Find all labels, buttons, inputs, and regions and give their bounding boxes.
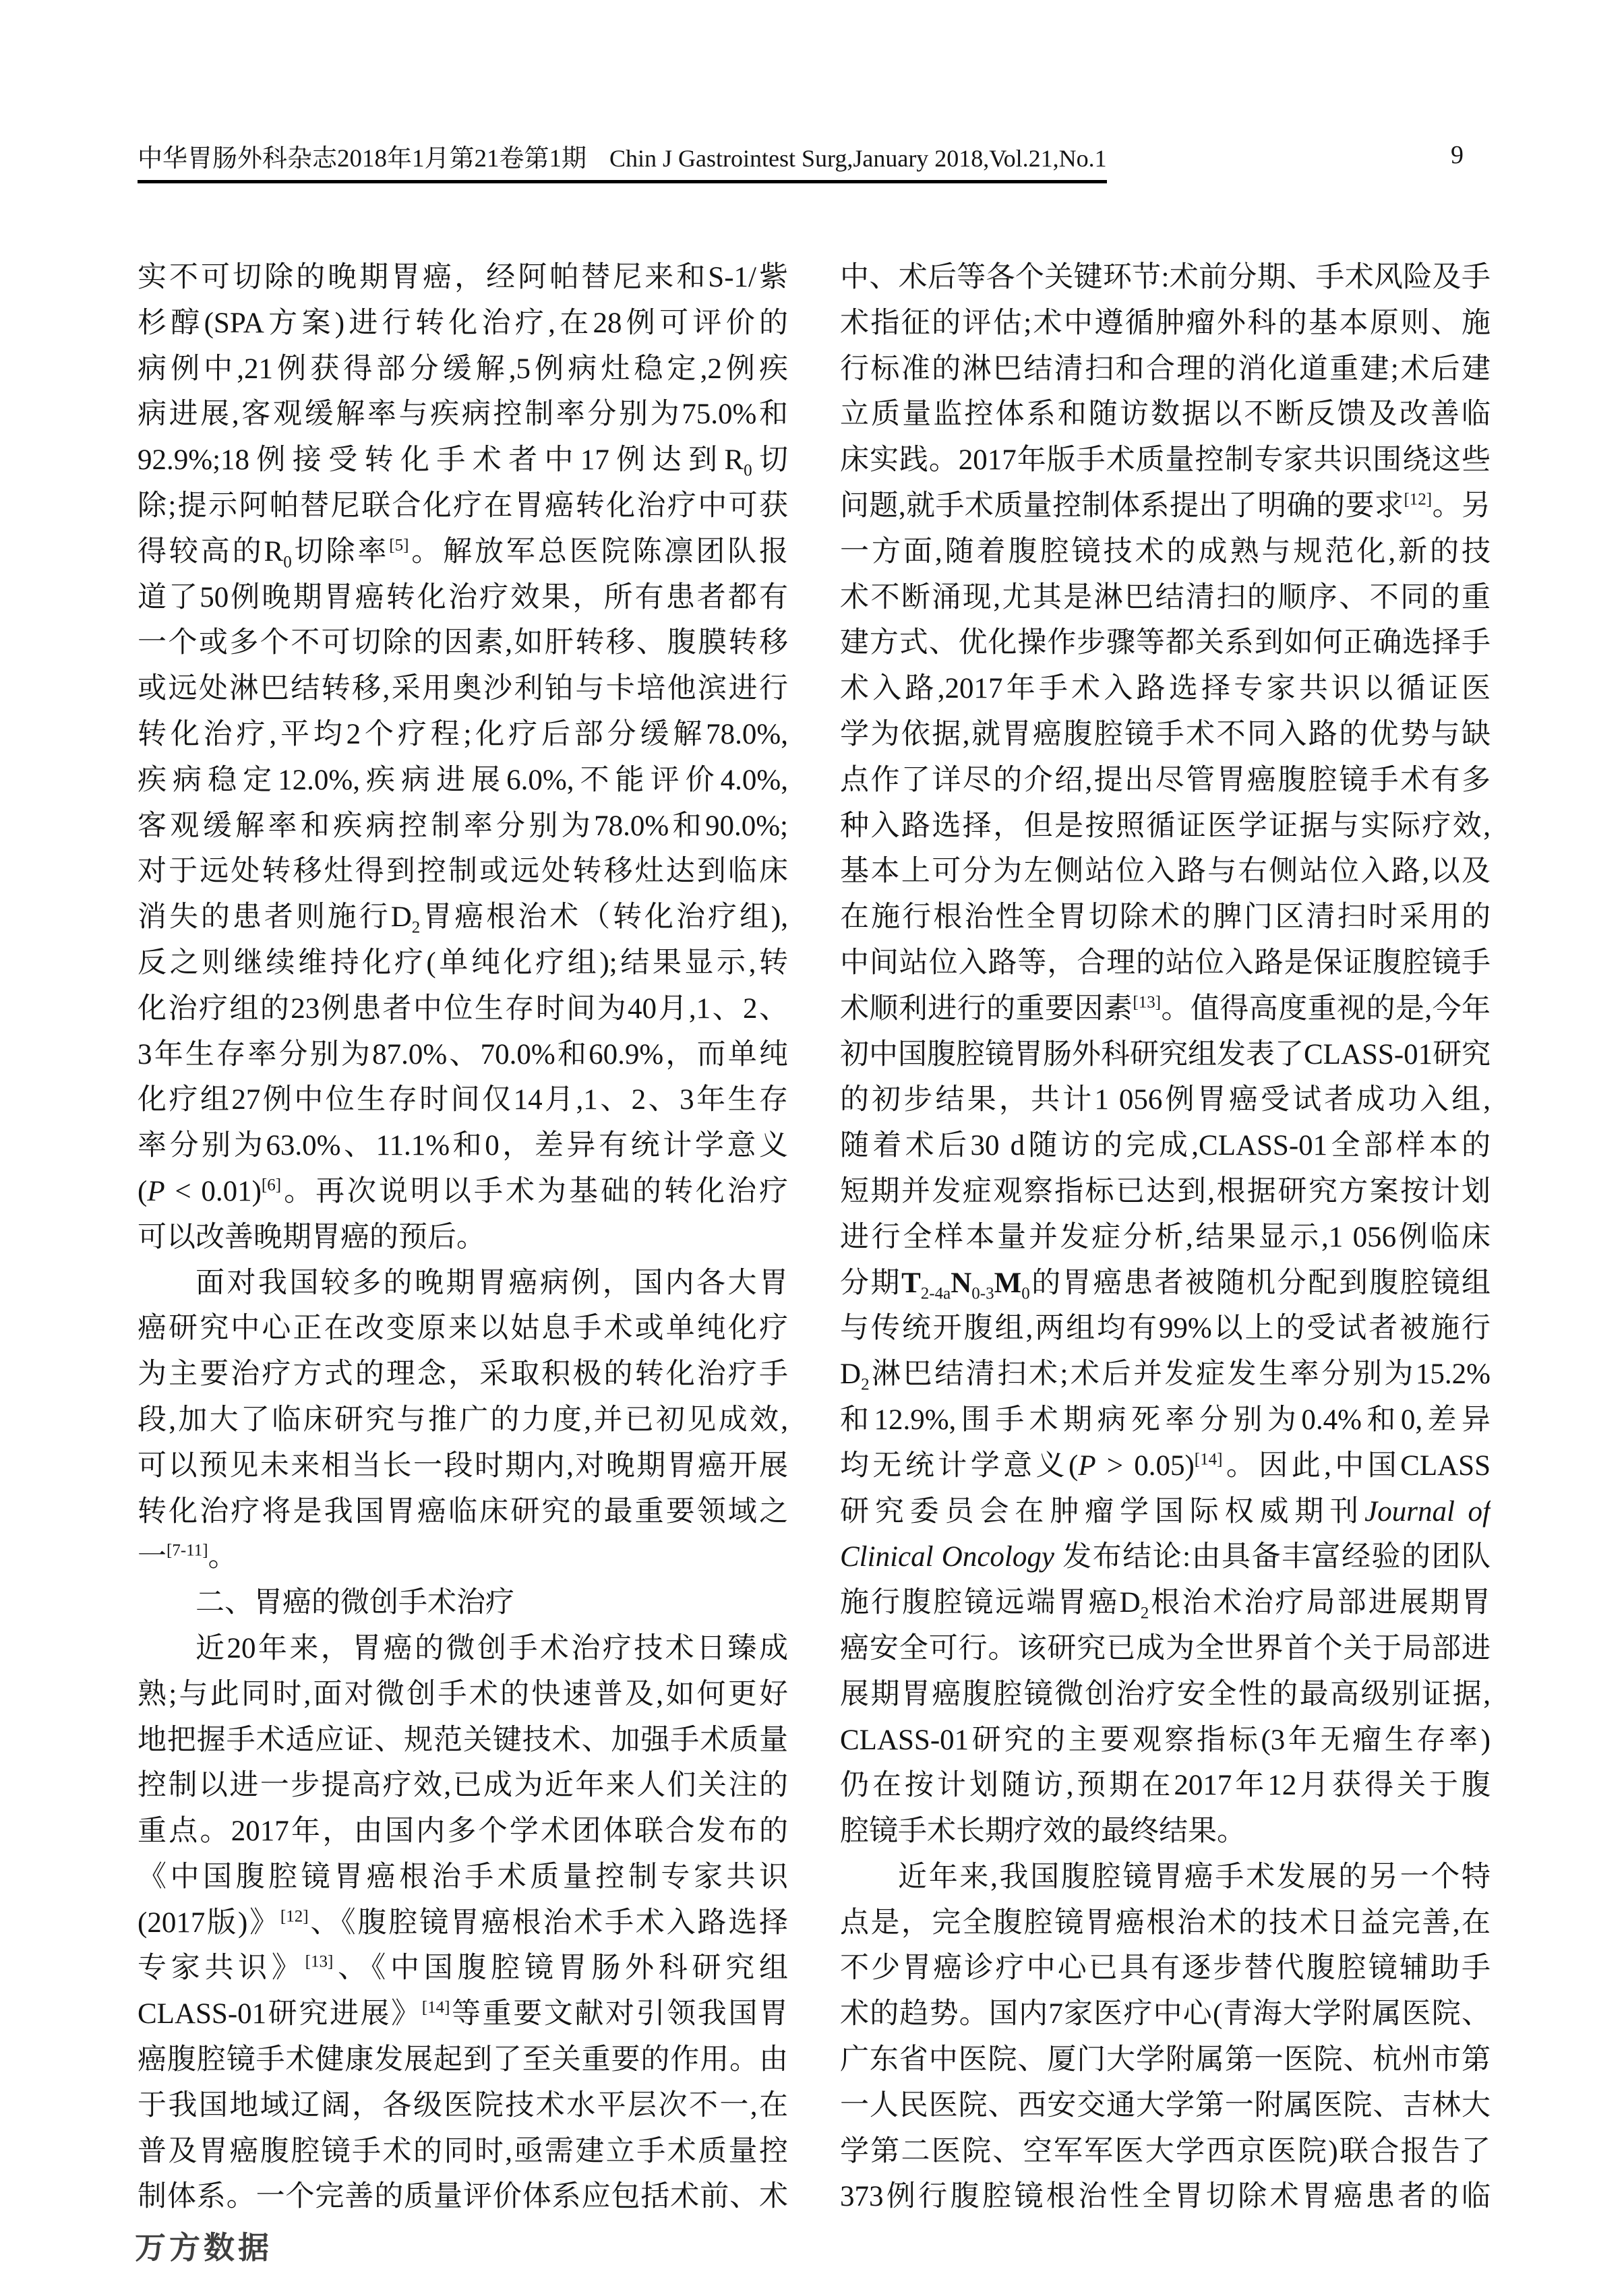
text-line: 率分别为63.0%、11.1%和0，差异有统计学意义 [138,1130,788,1162]
text-line: 施行腹腔镜远端胃癌$D_2$根治术治疗局部进展期胃 [840,1587,1491,1623]
text-line: 段,加大了临床研究与推广的力度,并已初见成效, [138,1404,788,1436]
text-line: 控制以进一步提高疗效,已成为近年来人们关注的 [138,1770,788,1802]
text-line: 癌研究中心正在改变原来以姑息手术或单纯化疗 [138,1313,788,1345]
text-line: $D_2$淋巴结清扫术;术后并发症发生率分别为15.2% [840,1358,1491,1394]
text-line: 术的趋势。国内7家医疗中心(青海大学附属医院、 [840,1998,1491,2030]
page-number: 9 [1451,141,1464,169]
text-line: 点是，完全腹腔镜胃癌根治术的技术日益完善,在 [840,1906,1491,1939]
text-line: 为主要治疗方式的理念，采取积极的转化治疗手 [138,1358,788,1391]
text-line: 病例中,21例获得部分缓解,5例病灶稳定,2例疾 [138,353,788,385]
running-head [138,138,1107,183]
text-line: 种入路选择，但是按照循证医学证据与实际疗效, [840,810,1491,842]
text-line: 病进展,客观缓解率与疾病控制率分别为75.0%和 [138,398,788,431]
text-line: 床实践。2017年版手术质量控制专家共识围绕这些 [840,444,1491,477]
text-line: 转化治疗将是我国胃癌临床研究的最重要领域之 [138,1495,788,1528]
text-line: 消失的患者则施行$D_2$胃癌根治术（转化治疗组), [138,901,788,937]
text-line: 熟;与此同时,面对微创手术的快速普及,如何更好 [138,1678,788,1710]
text-line: 学为依据,就胃癌腹腔镜手术不同入路的优势与缺 [840,718,1491,750]
text-line: 可以预见未来相当长一段时期内,对晚期胃癌开展 [138,1449,788,1482]
watermark-wanfang: 万方数据 [135,2230,272,2265]
text-line: 《中国腹腔镜胃癌根治手术质量控制专家共识 [138,1861,788,1893]
text-line: 癌安全可行。该研究已成为全世界首个关于局部进 [840,1632,1491,1664]
text-line: 一方面,随着腹腔镜技术的成熟与规范化,新的技 [840,535,1491,568]
text-line: 重点。2017年，由国内多个学术团体联合发布的 [138,1815,788,1848]
text-line: (2017版)》[12]、《腹腔镜胃癌根治术手术入路选择 [138,1906,788,1939]
text-line: 于我国地域辽阔，各级医院技术水平层次不一,在 [138,2089,788,2121]
text-line: 面对我国较多的晚期胃癌病例，国内各大胃 [196,1267,788,1299]
text-line: CLASS-01研究的主要观察指标(3年无瘤生存率) [840,1724,1491,1756]
column-right [840,255,1491,2220]
text-line: Clinical Oncology 发布结论:由具备丰富经验的团队 [840,1541,1491,1573]
text-line: 腔镜手术长期疗效的最终结果。 [840,1815,1246,1848]
journal-title-en: Chin J Gastrointest Surg,January 2018,Vol.21,No.1 [609,145,1107,172]
column-left [138,255,788,2220]
text-line: 的初步结果，共计1 056例胃癌受试者成功入组, [840,1084,1491,1116]
text-line: 客观缓解率和疾病控制率分别为78.0%和90.0%; [138,810,788,842]
text-line: 实不可切除的晚期胃癌，经阿帕替尼来和S-1/紫 [138,262,788,293]
text-line: 广东省中医院、厦门大学附属第一医院、杭州市第 [840,2044,1491,2076]
text-line: 术入路,2017年手术入路选择专家共识以循证医 [840,673,1491,705]
text-line: 化治疗组的23例患者中位生存时间为40月,1、2、 [138,992,788,1025]
text-line: 3年生存率分别为87.0%、70.0%和60.9%，而单纯 [138,1038,788,1070]
text-line: 转化治疗,平均2个疗程;化疗后部分缓解78.0%, [138,718,788,750]
text-line: 对于远处转移灶得到控制或远处转移灶达到临床 [138,855,788,888]
text-line: 专家共识》[13]、《中国腹腔镜胃肠外科研究组 [138,1952,788,1985]
text-line: 随着术后30 d随访的完成,CLASS-01全部样本的 [840,1130,1491,1162]
text-line: 一个或多个不可切除的因素,如肝转移、腹膜转移 [138,627,788,659]
text-line: 初中国腹腔镜胃肠外科研究组发表了CLASS-01研究 [840,1038,1491,1070]
text-line: (P < 0.01)[6]。再次说明以手术为基础的转化治疗 [138,1175,788,1207]
text-line: 二、胃癌的微创手术治疗 [196,1587,514,1619]
text-line: 术顺利进行的重要因素[13]。值得高度重视的是,今年 [840,992,1491,1025]
text-line: 化疗组27例中位生存时间仅14月,1、2、3年生存 [138,1084,788,1116]
text-line: 基本上可分为左侧站位入路与右侧站位入路,以及 [840,855,1491,888]
text-line: 除;提示阿帕替尼联合化疗在胃癌转化治疗中可获 [138,489,788,522]
text-line: 地把握手术适应证、规范关键技术、加强手术质量 [138,1724,788,1756]
text-line: 中、术后等各个关键环节:术前分期、手术风险及手 [840,262,1491,293]
text-line: CLASS-01研究进展》[14]等重要文献对引领我国胃 [138,1998,788,2030]
text-line: 分期$T_{2-4a}N_{0-3}M_0$的胃癌患者被随机分配到腹腔镜组 [840,1267,1491,1303]
text-line: 短期并发症观察指标已达到,根据研究方案按计划 [840,1175,1491,1207]
text-line: 近20年来，胃癌的微创手术治疗技术日臻成 [196,1632,788,1664]
text-line: 在施行根治性全胃切除术的脾门区清扫时采用的 [840,901,1491,934]
text-line: 可以改善晚期胃癌的预后。 [138,1221,485,1253]
text-line: 学第二医院、空军军医大学西京医院)联合报告了 [840,2135,1491,2167]
text-line: 一[7-11]。 [138,1541,237,1573]
text-line: 杉醇(SPA方案)进行转化治疗,在28例可评价的 [138,307,788,339]
text-line: 或远处淋巴结转移,采用奥沙利铂与卡培他滨进行 [138,673,788,705]
text-line: 与传统开腹组,两组均有99%以上的受试者被施行 [840,1313,1491,1345]
text-line: 进行全样本量并发症分析,结果显示,1 056例临床 [840,1221,1491,1253]
text-line: 得较高的$R_0$切除率[5]。解放军总医院陈凛团队报 [138,535,788,572]
text-line: 术指征的评估;术中遵循肿瘤外科的基本原则、施 [840,307,1491,339]
text-line: 一人民医院、西安交通大学第一附属医院、吉林大 [840,2089,1491,2121]
text-line: 和12.9%,围手术期病死率分别为0.4%和0,差异 [840,1404,1491,1436]
text-line: 均无统计学意义(P > 0.05)[14]。因此,中国CLASS [840,1449,1491,1482]
text-line: 术不断涌现,尤其是淋巴结清扫的顺序、不同的重 [840,581,1491,613]
text-line: 道了50例晚期胃癌转化治疗效果，所有患者都有 [138,581,788,613]
page-header [138,138,1107,183]
text-line: 点作了详尽的介绍,提出尽管胃癌腹腔镜手术有多 [840,764,1491,796]
text-line: 不少胃癌诊疗中心已具有逐步替代腹腔镜辅助手 [840,1952,1491,1985]
text-line: 仍在按计划随访,预期在2017年12月获得关于腹 [840,1770,1491,1802]
text-line: 中间站位入路等，合理的站位入路是保证腹腔镜手 [840,946,1491,979]
text-line: 制体系。一个完善的质量评价体系应包括术前、术 [138,2181,788,2213]
text-line: 疾病稳定12.0%,疾病进展6.0%,不能评价4.0%, [138,764,788,796]
text-line: 普及胃癌腹腔镜手术的同时,亟需建立手术质量控 [138,2135,788,2167]
text-line: 行标准的淋巴结清扫和合理的消化道重建;术后建 [840,353,1491,385]
journal-title-cn: 中华胃肠外科杂志2018年1月第21卷第1期 [138,145,587,173]
text-line: 癌腹腔镜手术健康发展起到了至关重要的作用。由 [138,2044,788,2076]
text-line: 建方式、优化操作步骤等都关系到如何正确选择手 [840,627,1491,659]
text-line: 近年来,我国腹腔镜胃癌手术发展的另一个特 [898,1861,1491,1893]
text-line: 展期胃癌腹腔镜微创治疗安全性的最高级别证据, [840,1678,1491,1710]
text-line: 92.9%;18例接受转化手术者中17例达到$R_0$切 [138,444,788,480]
text-line: 问题,就手术质量控制体系提出了明确的要求[12]。另 [840,489,1491,522]
text-line: 立质量监控体系和随访数据以不断反馈及改善临 [840,398,1491,431]
text-line: 研究委员会在肿瘤学国际权威期刊Journal of [840,1495,1491,1528]
text-line: 373例行腹腔镜根治性全胃切除术胃癌患者的临 [840,2181,1491,2213]
text-line: 反之则继续维持化疗(单纯化疗组);结果显示,转 [138,946,788,979]
